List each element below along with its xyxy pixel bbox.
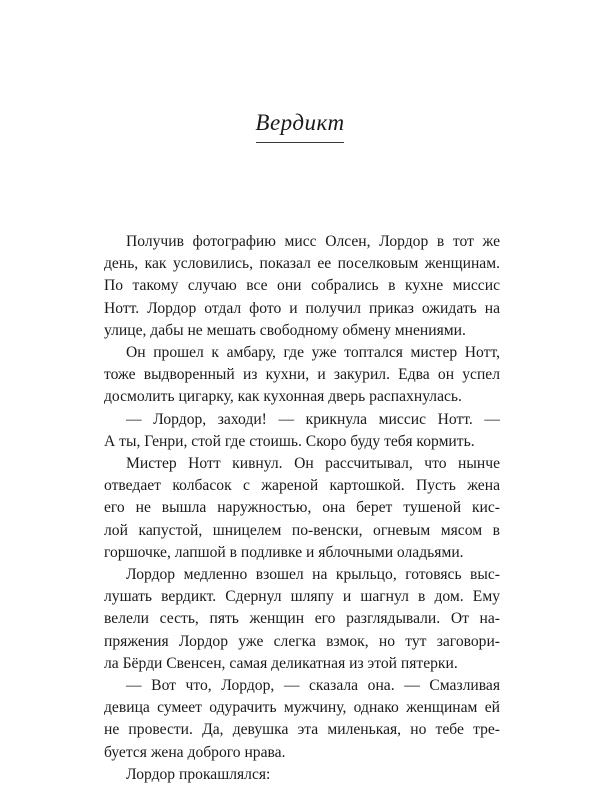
text-line: Получив фотографию мисс Олсен, Лордор в тот же bbox=[126, 233, 500, 250]
text-line: горшочке, лапшой в подливке и яблочными оладьями. bbox=[104, 543, 464, 561]
text-line: А ты, Генри, стой где стоишь. Скоро буду тебя кормить. bbox=[104, 432, 475, 450]
text-line: пряжения Лордор уже слегка взмок, но тут заговори- bbox=[104, 632, 500, 650]
text-line: — Лордор, заходи! — крикнула миссис Нотт. — bbox=[126, 410, 500, 428]
text-line: девица сумеет одурачить мужчину, однако женщинам ей bbox=[104, 699, 500, 717]
text-line: — Вот что, Лордор, — сказала она. — Смазливая bbox=[126, 677, 500, 695]
text-line: буется жена доброго нрава. bbox=[104, 743, 286, 761]
text-line: досмолить цигарку, как кухонная дверь распахнулась. bbox=[104, 388, 462, 406]
text-line: лушать вердикт. Сдернул шляпу и шагнул в дом. Ему bbox=[104, 588, 500, 606]
text-line: По такому случаю все они собрались в кухне миссис bbox=[104, 277, 500, 295]
text-line: не провести. Да, девушка эта миленькая, но тебе тре- bbox=[104, 721, 500, 739]
chapter-title: Вердикт bbox=[255, 110, 345, 135]
text-line: лой капустой, шницелем по-венски, огневым мясом в bbox=[104, 521, 500, 539]
text-line: день, как условились, показал ее поселковым женщинам. bbox=[104, 255, 500, 273]
title-underline bbox=[256, 142, 344, 143]
text-line: улице, дабы не мешать свободному обмену мнениями. bbox=[104, 321, 466, 339]
text-line: ла Бёрди Свенсен, самая деликатная из этой пятерки. bbox=[104, 654, 458, 672]
text-line: его не вышла наружностью, она берет тушеной кис- bbox=[104, 499, 500, 517]
text-line: Лордор прокашлялся: bbox=[126, 765, 271, 783]
body-text bbox=[104, 231, 500, 786]
text-line: тоже выдворенный из кухни, и закурил. Едва он успел bbox=[104, 366, 500, 384]
text-line: Он прошел к амбару, где уже топтался мистер Нотт, bbox=[126, 344, 500, 362]
text-line: Мистер Нотт кивнул. Он рассчитывал, что нынче bbox=[126, 455, 500, 473]
text-line: отведает колбасок с жареной картошкой. Пусть жена bbox=[104, 477, 500, 495]
text-line: Лордор медленно взошел на крыльцо, готовясь выс- bbox=[126, 566, 500, 584]
text-line: велели сесть, пять женщин его разглядывали. От на- bbox=[104, 610, 500, 628]
text-line: Нотт. Лордор отдал фото и получил приказ ожидать на bbox=[104, 299, 500, 317]
